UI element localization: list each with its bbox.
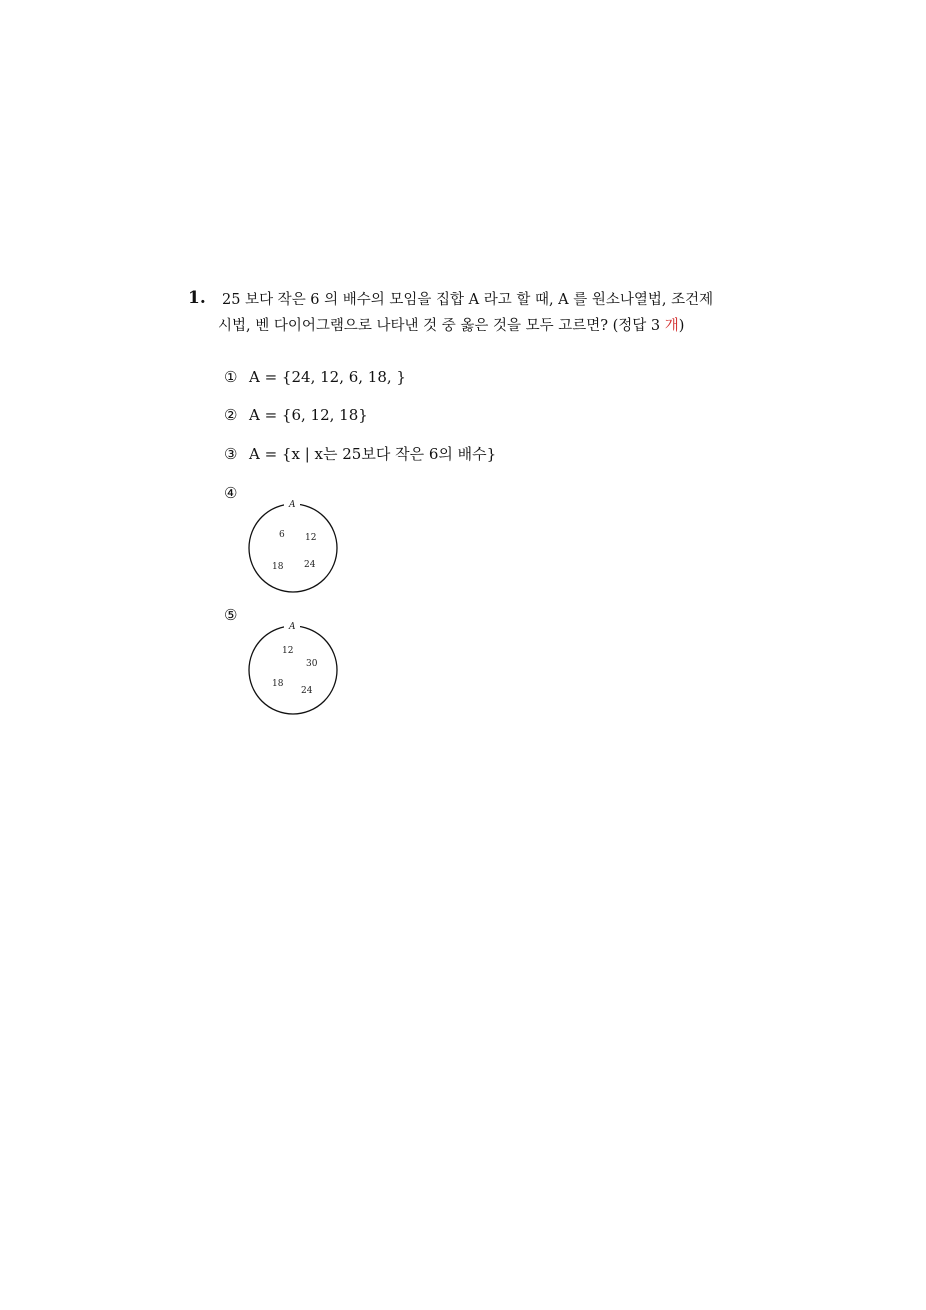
venn-4-element: 12: [305, 533, 317, 543]
question-text: [218, 287, 762, 339]
venn-5-set-label: A: [289, 622, 296, 632]
choice-1-mark: ①: [224, 368, 238, 386]
venn-4-set-label: A: [289, 500, 296, 510]
choice-3-mark: ③: [224, 445, 238, 463]
question-line-2: [218, 313, 762, 339]
venn-diagram-4: [246, 496, 342, 596]
venn-5-element: 18: [272, 679, 284, 689]
choice-3[interactable]: [224, 444, 496, 464]
venn-4-circle: [249, 504, 337, 592]
venn-5-element: 30: [306, 659, 318, 669]
venn-4-element: 18: [272, 562, 284, 572]
choice-1[interactable]: [224, 367, 406, 387]
question-number: 1.: [188, 288, 206, 308]
choice-2-text: A = {6, 12, 18}: [249, 406, 368, 424]
choice-5-mark: ⑤: [224, 606, 238, 624]
question-line-2-main: 시법, 벤 다이어그램으로 나타낸 것 중 옳은 것을 모두 고르면? (정답 3: [218, 318, 665, 334]
question-line-2-end: ): [678, 318, 685, 334]
choice-1-text: A = {24, 12, 6, 18, }: [249, 368, 406, 386]
venn-4-element: 6: [279, 530, 285, 540]
choice-3-text: A = {x | x는 25보다 작은 6의 배수}: [249, 445, 497, 463]
choice-4-mark: ④: [224, 484, 238, 502]
venn-5-element: 12: [282, 646, 294, 656]
venn-5-element: 24: [301, 686, 313, 696]
choice-2-mark: ②: [224, 406, 238, 424]
question-line-1: 25 보다 작은 6 의 배수의 모임을 집합 A 라고 할 때, A 를 원소나열법, 조건제: [222, 292, 714, 308]
answer-count-unit: 개: [664, 318, 679, 334]
venn-4-element: 24: [304, 560, 316, 570]
venn-diagram-5: [246, 618, 342, 718]
choice-2[interactable]: [224, 405, 368, 425]
venn-5-circle: [249, 626, 337, 714]
